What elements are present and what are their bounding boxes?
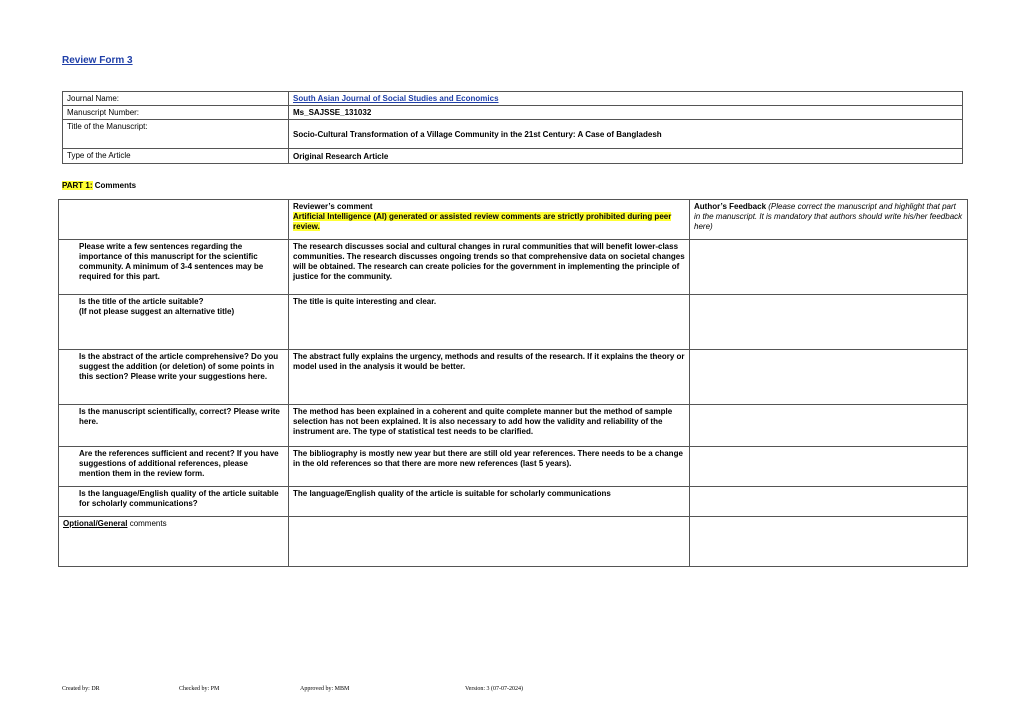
reviewer-comment-heading: Reviewer’s comment <box>293 202 373 211</box>
part-heading <box>62 181 136 190</box>
table-row <box>59 295 968 350</box>
optional-comments-suffix: comments <box>127 519 167 528</box>
author-feedback-note: (Please correct the manuscript and highlight that part in the manuscript. It is mandatory that authors should write his/her feedback here) <box>694 202 963 231</box>
info-row-title <box>63 120 963 149</box>
manuscript-title-value: Socio-Cultural Transformation of a Village Community in the 21st Century: A Case of Bangladesh <box>289 120 963 149</box>
optional-comments-row <box>59 517 968 567</box>
table-row <box>59 487 968 517</box>
author-feedback-cell[interactable] <box>690 350 968 405</box>
question-cell: Is the abstract of the article comprehensive? Do you suggest the addition (or deletion) of some points in this section? Please write your suggestions here. <box>59 350 289 405</box>
manuscript-number-label: Manuscript Number: <box>63 106 289 120</box>
reviewer-header-cell <box>289 200 690 240</box>
author-feedback-cell[interactable] <box>690 295 968 350</box>
question-cell: Are the references sufficient and recent? If you have suggestions of additional references, please mention them in the review form. <box>59 447 289 487</box>
table-row <box>59 240 968 295</box>
comments-table <box>58 199 968 567</box>
author-feedback-cell[interactable] <box>690 447 968 487</box>
part-label: PART 1: <box>62 181 93 190</box>
article-type-value: Original Research Article <box>289 149 963 164</box>
table-row <box>59 405 968 447</box>
ai-warning: Artificial Intelligence (AI) generated or assisted review comments are strictly prohibited during peer review. <box>293 212 672 231</box>
reviewer-comment-cell: The language/English quality of the article is suitable for scholarly communications <box>289 487 690 517</box>
author-feedback-cell[interactable] <box>690 405 968 447</box>
info-row-manuscript <box>63 106 963 120</box>
footer-version: Version: 3 (07-07-2024) <box>465 686 523 692</box>
author-feedback-heading: Author’s Feedback <box>694 202 767 211</box>
footer-approved-by: Approved by: MBM <box>300 686 350 692</box>
question-cell: Is the title of the article suitable? (If not please suggest an alternative title) <box>59 295 289 350</box>
author-feedback-cell[interactable] <box>690 487 968 517</box>
manuscript-info-table <box>62 91 963 164</box>
reviewer-comment-cell: The method has been explained in a coherent and quite complete manner but the method of sample selection has not been explained. It is also necessary to add how the validity and reliability of the instrument are. The type of statistical test needs to be clarified. <box>289 405 690 447</box>
journal-name-link[interactable]: South Asian Journal of Social Studies and Economics <box>289 92 963 106</box>
optional-comments-label <box>59 517 289 567</box>
question-cell: Please write a few sentences regarding the importance of this manuscript for the scientific community. A minimum of 3-4 sentences may be required for this part. <box>59 240 289 295</box>
manuscript-title-label: Title of the Manuscript: <box>63 120 289 149</box>
comments-header-row <box>59 200 968 240</box>
reviewer-comment-cell: The bibliography is mostly new year but there are still old year references. There needs to be a change in the old references so that there are more new references (last 5 years). <box>289 447 690 487</box>
footer-checked-by: Checked by: PM <box>179 686 220 692</box>
reviewer-comment-cell: The research discusses social and cultural changes in rural communities that will benefit lower-class communities. The research discusses ongoing trends so that comprehensive data on societal changes will be obtained. The research can create policies for the government in implementing the principle of justice for the community. <box>289 240 690 295</box>
reviewer-comment-cell: The title is quite interesting and clear. <box>289 295 690 350</box>
table-row <box>59 447 968 487</box>
author-feedback-cell[interactable] <box>690 240 968 295</box>
info-row-journal <box>63 92 963 106</box>
part-title: Comments <box>92 181 137 190</box>
info-row-type <box>63 149 963 164</box>
footer-created-by: Created by: DR <box>62 686 100 692</box>
manuscript-number-value: Ms_SAJSSE_131032 <box>289 106 963 120</box>
optional-reviewer-cell <box>289 517 690 567</box>
reviewer-comment-cell: The abstract fully explains the urgency, methods and results of the research. If it explains the theory or model used in the analysis it would be better. <box>289 350 690 405</box>
form-title: Review Form 3 <box>62 55 133 66</box>
table-row <box>59 350 968 405</box>
article-type-label: Type of the Article <box>63 149 289 164</box>
journal-label: Journal Name: <box>63 92 289 106</box>
header-empty-cell <box>59 200 289 240</box>
optional-author-cell[interactable] <box>690 517 968 567</box>
optional-general-label: Optional/General <box>63 519 128 528</box>
question-cell: Is the language/English quality of the article suitable for scholarly communications? <box>59 487 289 517</box>
author-header-cell <box>690 200 968 240</box>
question-cell: Is the manuscript scientifically, correct? Please write here. <box>59 405 289 447</box>
